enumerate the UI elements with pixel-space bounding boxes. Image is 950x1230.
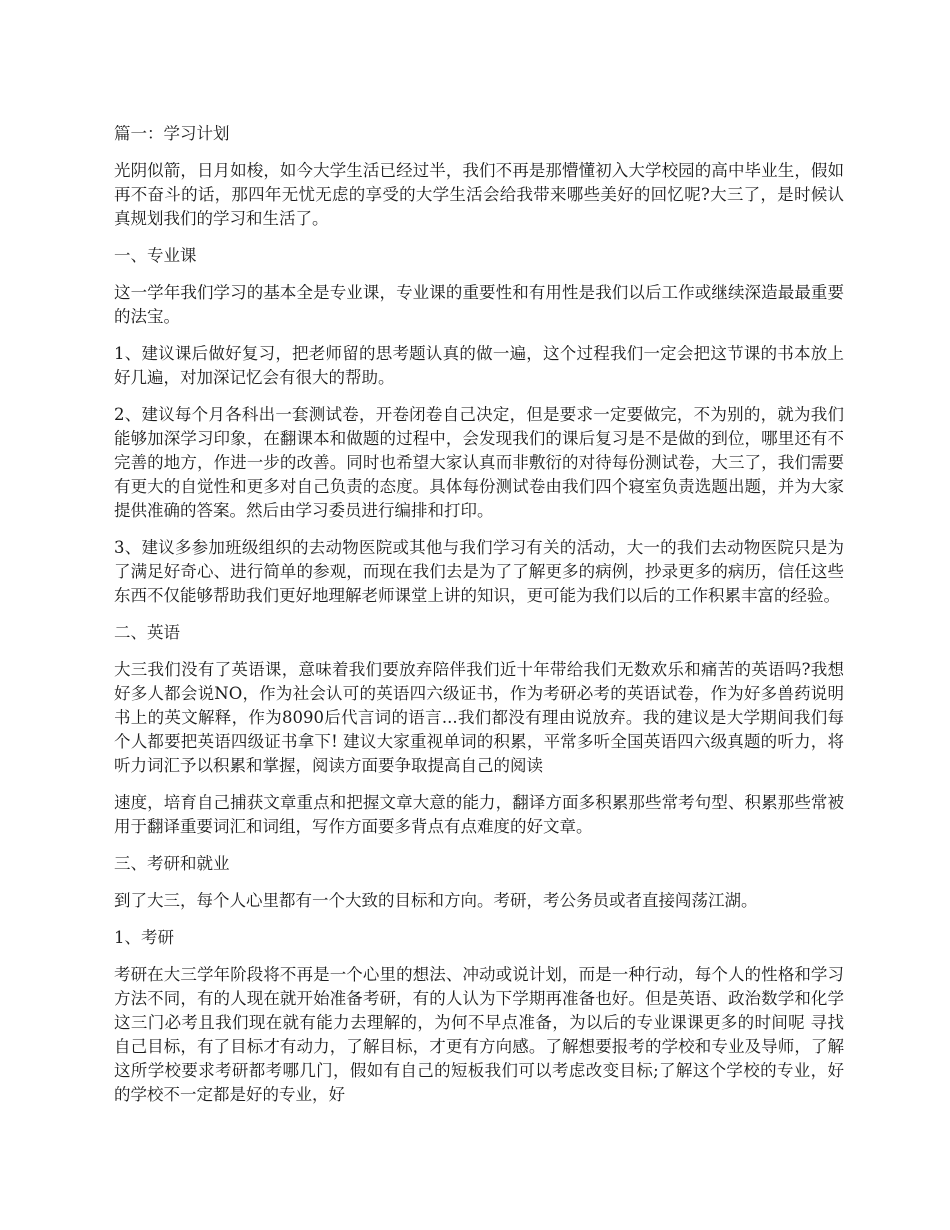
paragraph-professional-courses: 这一学年我们学习的基本全是专业课，专业课的重要性和有用性是我们以后工作或继续深造最最重要的法宝。 [114, 283, 844, 326]
paragraph-suggestion-3: 3、建议多参加班级组织的去动物医院或其他与我们学习有关的活动，大一的我们去动物医院只是为了满足好奇心、进行简单的参观，而现在我们去是为了了解更多的病例，抄录更多的病历，信任这些东西不仅能够帮助我们更好地理解老师课堂上讲的知识，更可能为我们以后的工作积累丰富的经验。 [114, 538, 844, 605]
paragraph-postgrad: 考研在大三学年阶段将不再是一个心里的想法、冲动或说计划，而是一种行动，每个人的性格和学习方法不同，有的人现在就开始准备考研，有的人认为下学期再准备也好。但是英语、政治数学和化学这三门必考且我们现在就有能力去理解的，为何不早点准备，为以后的专业课课更多的时间呢 寻找自己目标，有了目标才有动力，了解目标，才更有方向感。了解想要报考的学校和专业及导师，了解这所学校要求考研都考哪几门，假如有自己的短板我们可以考虑改变目标;了解这个学校的专业，好的学校不一定都是好的专业，好 [114, 965, 844, 1104]
section-heading-postgrad-employment: 三、考研和就业 [114, 854, 230, 873]
paragraph-english-continued: 速度，培育自己捕获文章重点和把握文章大意的能力，翻译方面多积累那些常考句型、积累那些常被用于翻译重要词汇和词组，写作方面要多背点有点难度的好文章。 [114, 793, 844, 836]
subsection-heading-postgrad: 1、考研 [114, 928, 174, 947]
intro-paragraph: 光阴似箭，日月如梭，如今大学生活已经过半，我们不再是那懵懂初入大学校园的高中毕业生，假如再不奋斗的话，那四年无忧无虑的享受的大学生活会给我带来哪些美好的回忆呢?大三了，是时候认真规划我们的学习和生活了。 [114, 161, 844, 228]
section-heading-english: 二、英语 [114, 623, 180, 642]
document-body [114, 122, 844, 1120]
section-heading-professional-courses: 一、专业课 [114, 246, 197, 265]
paragraph-suggestion-2: 2、建议每个月各科出一套测试卷，开卷闭卷自己决定，但是要求一定要做完，不为别的，就为我们能够加深学习印象，在翻课本和做题的过程中，会发现我们的课后复习是不是做的到位，哪里还有不完善的地方，作进一步的改善。同时也希望大家认真而非敷衍的对待每份测试卷，大三了，我们需要有更大的自觉性和更多对自己负责的态度。具体每份测试卷由我们四个寝室负责选题出题，并为大家提供准确的答案。然后由学习委员进行编排和打印。 [114, 405, 844, 520]
paragraph-postgrad-intro: 到了大三，每个人心里都有一个大致的目标和方向。考研，考公务员或者直接闯荡江湖。 [114, 891, 758, 910]
document-title: 篇一：学习计划 [114, 124, 230, 143]
paragraph-suggestion-1: 1、建议课后做好复习，把老师留的思考题认真的做一遍，这个过程我们一定会把这节课的书本放上好几遍，对加深记忆会有很大的帮助。 [114, 344, 844, 387]
paragraph-english: 大三我们没有了英语课，意味着我们要放弃陪伴我们近十年带给我们无数欢乐和痛苦的英语吗?我想好多人都会说NO，作为社会认可的英语四六级证书，作为考研必考的英语试卷，作为好多兽药说明书上的英文解释，作为8090后代言词的语言...我们都没有理由说放弃。我的建议是大学期间我们每个人都要把英语四级证书拿下! 建议大家重视单词的积累，平常多听全国英语四六级真题的听力，将听力词汇予以积累和掌握，阅读方面要争取提高自己的阅读 [114, 660, 844, 775]
